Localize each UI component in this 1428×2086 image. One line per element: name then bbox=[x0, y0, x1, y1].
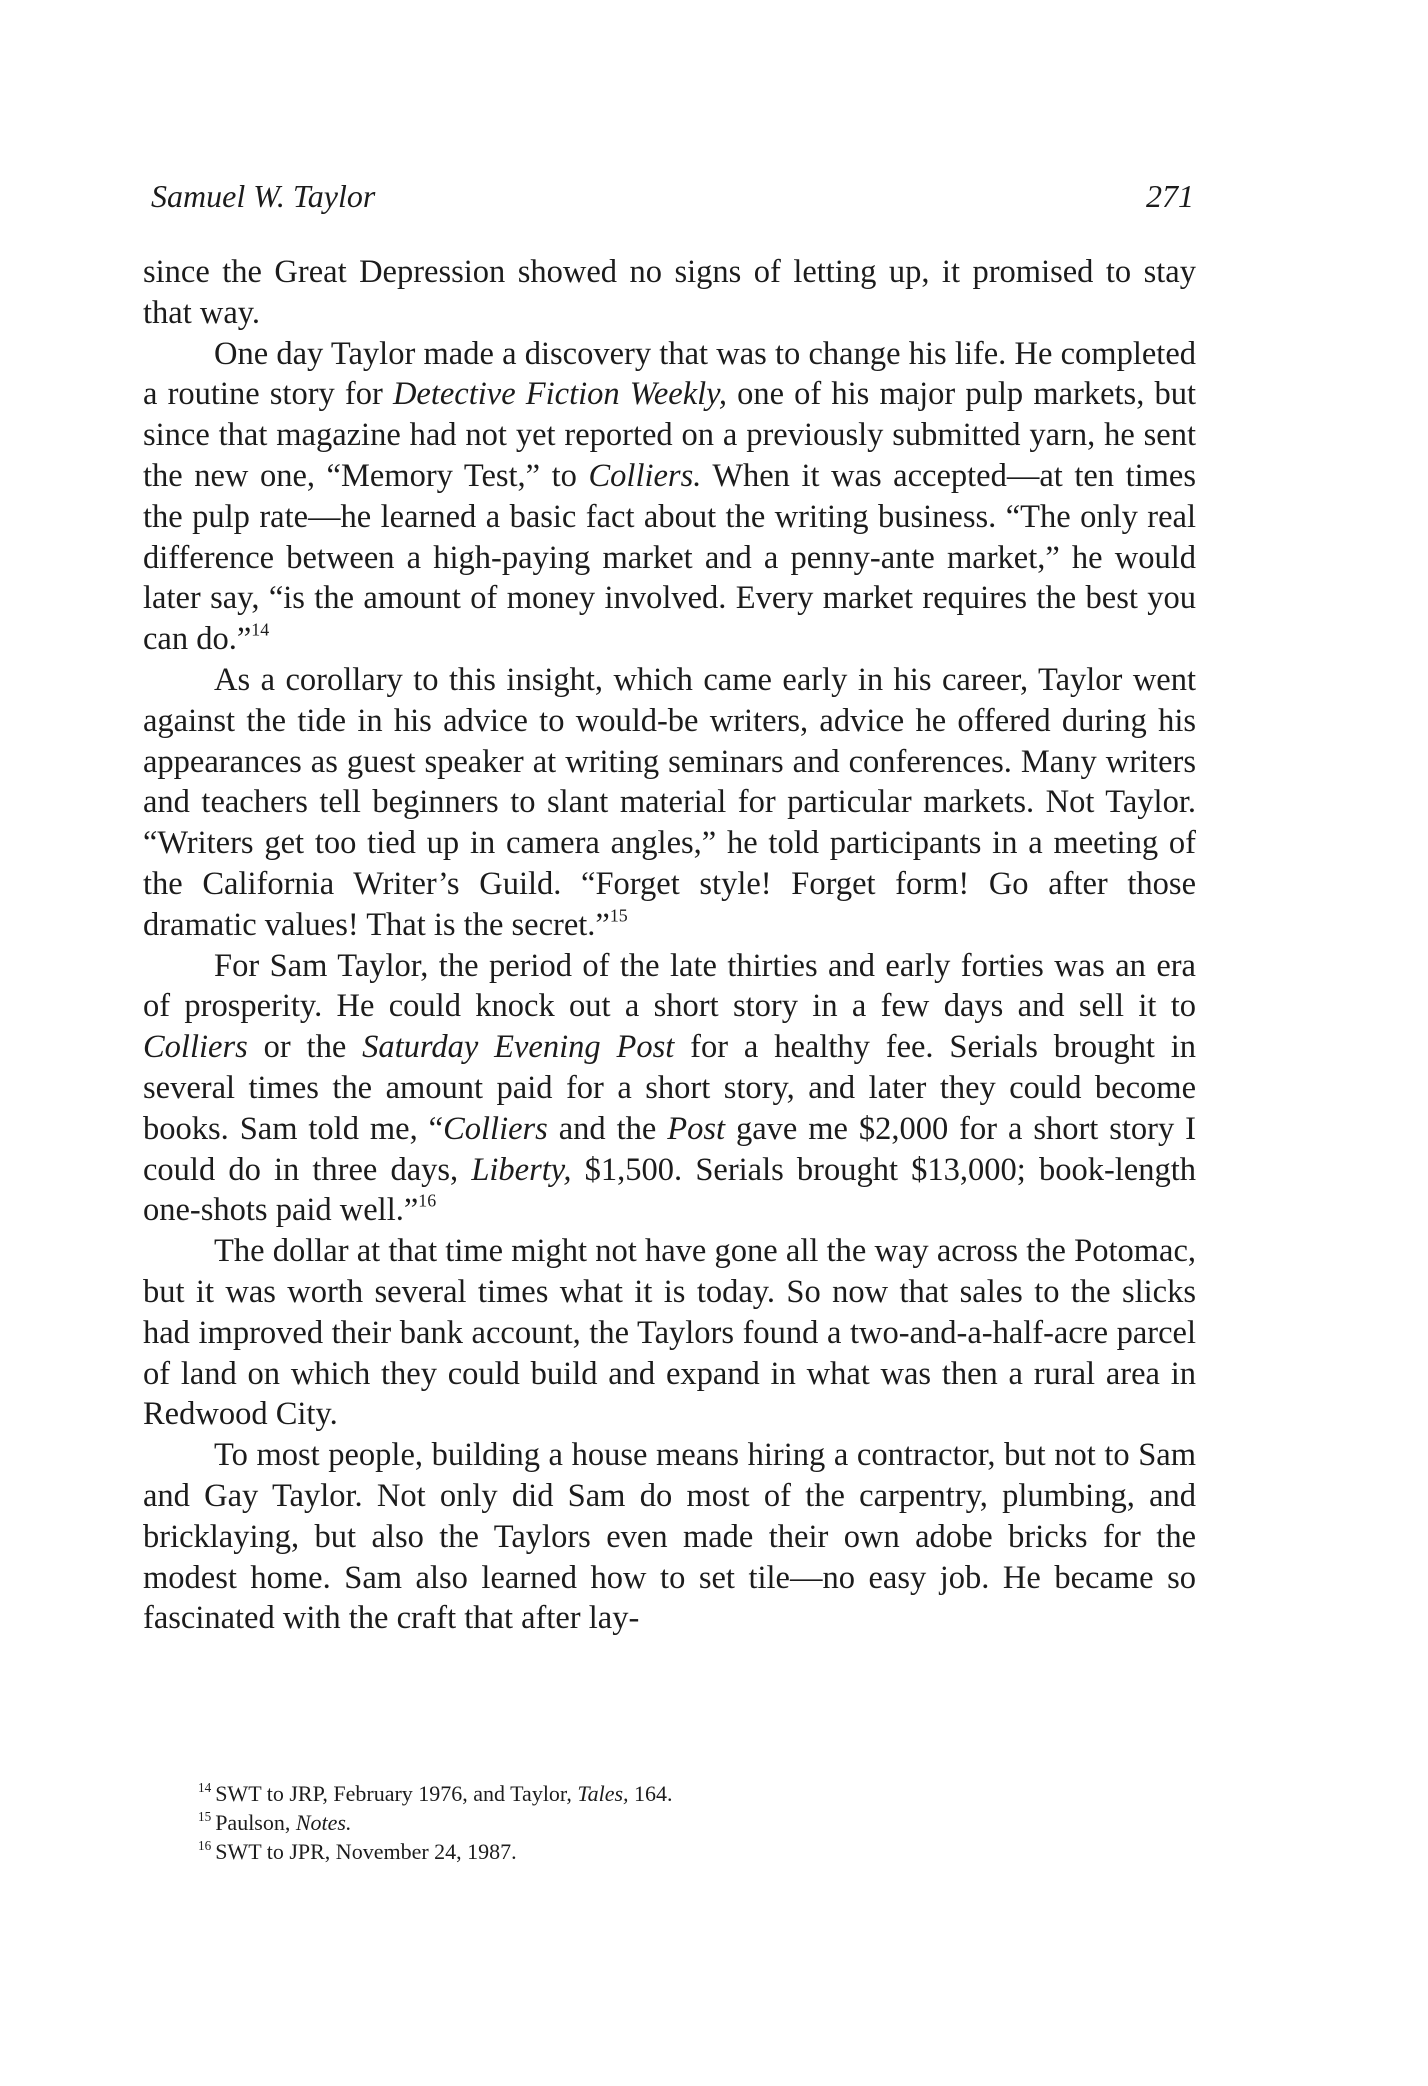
paragraph bbox=[143, 660, 1196, 946]
paragraph bbox=[143, 1435, 1196, 1639]
footnotes bbox=[198, 1779, 1178, 1866]
text-run: Paulson, bbox=[215, 1810, 296, 1835]
paragraph bbox=[143, 252, 1196, 334]
text-run: or the bbox=[247, 1029, 363, 1066]
text-run: since the Great Depression showed no signs of letting up, it promised to stay that way. bbox=[143, 254, 1196, 331]
footnote-reference: 15 bbox=[609, 905, 628, 926]
text-run: 164. bbox=[628, 1781, 673, 1806]
italic-title: Liberty, bbox=[471, 1151, 572, 1188]
footnote-reference: 14 bbox=[251, 619, 270, 640]
text-run: and the bbox=[547, 1110, 668, 1147]
italic-title: Tales, bbox=[577, 1781, 629, 1806]
text-run: SWT to JPR, November 24, 1987. bbox=[215, 1839, 517, 1864]
footnote bbox=[198, 1837, 1178, 1866]
italic-title: Detective Fiction Weekly, bbox=[392, 376, 727, 413]
page-number: 271 bbox=[1146, 178, 1194, 214]
italic-title: Notes. bbox=[295, 1810, 352, 1835]
italic-title: Post bbox=[667, 1110, 726, 1147]
body-text bbox=[143, 252, 1196, 1639]
text-run: SWT to JRP, February 1976, and Taylor, bbox=[215, 1781, 578, 1806]
text-run: gave me $2,000 for a short story I could do in three days, bbox=[143, 1110, 1196, 1188]
text-run: One day Taylor made a discovery that was to change his life. He completed a routine story for bbox=[143, 335, 1196, 413]
text-run: When it was accepted—at ten times the pulp rate—he learned a basic fact about the writing business. “The only real difference between a high-paying market and a penny-ante market,” he would later say, “is the amount of money involved. Every market requires the best you can do.” bbox=[143, 457, 1196, 658]
footnote-marker: 14 bbox=[198, 1779, 212, 1795]
text-run: one of his major pulp markets, but since that magazine had not yet reported on a previously submitted yarn, he sent the new one, “Memory Test,” to bbox=[143, 376, 1197, 494]
italic-title: Colliers bbox=[443, 1110, 548, 1147]
text-run: The dollar at that time might not have gone all the way across the Potomac, but it was worth several times what it is today. So now that sales to the slicks had improved their bank account, the Taylors found a two-and-a-half-acre parcel of land on which they could build and expand in what was then a rural area in Redwood City. bbox=[143, 1233, 1196, 1433]
running-head-title: Samuel W. Taylor bbox=[151, 178, 376, 214]
italic-title: Colliers. bbox=[588, 457, 702, 494]
text-run: for a healthy fee. Serials brought in several times the amount paid for a short story, and later they could become books. Sam told me, “ bbox=[143, 1029, 1196, 1147]
footnote-marker: 16 bbox=[198, 1837, 212, 1853]
footnote bbox=[198, 1808, 1178, 1837]
book-page bbox=[143, 0, 1196, 2086]
paragraph bbox=[143, 946, 1196, 1232]
running-head bbox=[143, 178, 1196, 222]
text-run: $1,500. Serials brought $13,000; book-length one-shots paid well.” bbox=[143, 1151, 1196, 1229]
text-run: As a corollary to this insight, which came early in his career, Taylor went against the tide in his advice to would-be writers, advice he offered during his appearances as guest speaker at writing seminars and conferences. Many writers and teachers tell beginners to slant material for particular markets. Not Taylor. “Writers get too tied up in camera angles,” he told participants in a meeting of the California Writer’s Guild. “Forget style! Forget form! Go after those dramatic values! That is the secret.” bbox=[143, 661, 1196, 943]
text-run: For Sam Taylor, the period of the late thirties and early forties was an era of prosperity. He could knock out a short story in a few days and sell it to bbox=[143, 947, 1196, 1025]
footnote-marker: 15 bbox=[198, 1808, 212, 1824]
paragraph bbox=[143, 334, 1196, 660]
text-run: To most people, building a house means hiring a contractor, but not to Sam and Gay Taylor. Not only did Sam do most of the carpentry, plumbing, and bricklaying, but also the Taylors even made their own adobe bricks for the modest home. Sam also learned how to set tile—no easy job. He became so fascinated with the craft that after lay- bbox=[143, 1437, 1196, 1637]
italic-title: Colliers bbox=[143, 1029, 248, 1066]
italic-title: Saturday Evening Post bbox=[362, 1029, 675, 1066]
footnote bbox=[198, 1779, 1178, 1808]
paragraph bbox=[143, 1231, 1196, 1435]
footnote-reference: 16 bbox=[418, 1190, 437, 1211]
